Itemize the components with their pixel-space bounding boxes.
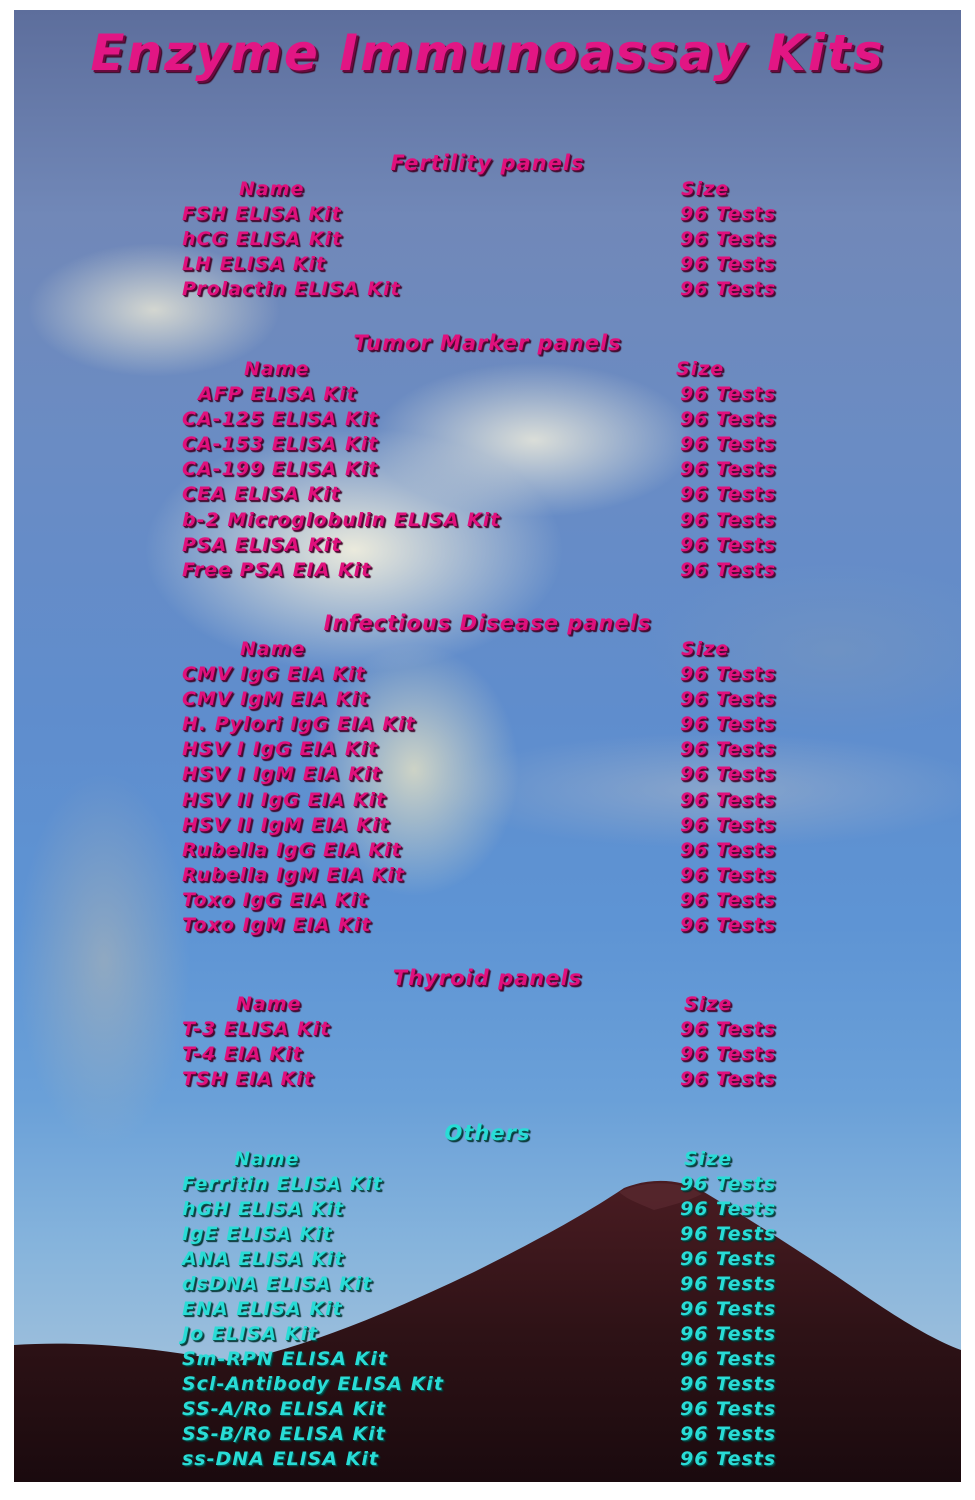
section-heading: Others xyxy=(444,1121,531,1145)
kit-name: Sm-RPN ELISA Kit xyxy=(182,1348,388,1370)
kit-name: HSV I IgG EIA Kit xyxy=(182,738,379,760)
kit-size: 96 Tests xyxy=(680,889,777,911)
size-column-header: Size xyxy=(681,638,730,660)
kit-name: Toxo IgM EIA Kit xyxy=(182,914,372,936)
kit-name: ANA ELISA Kit xyxy=(182,1248,345,1270)
kit-name: LH ELISA Kit xyxy=(182,253,327,275)
kit-name: CEA ELISA Kit xyxy=(182,483,341,505)
kit-name: CA-199 ELISA Kit xyxy=(182,458,379,480)
kit-size: 96 Tests xyxy=(680,203,777,225)
kit-size: 96 Tests xyxy=(680,864,777,886)
kit-name: dsDNA ELISA Kit xyxy=(182,1273,373,1295)
kit-size: 96 Tests xyxy=(680,814,777,836)
kit-name: CMV IgG EIA Kit xyxy=(182,663,366,685)
kit-name: IgE ELISA Kit xyxy=(182,1223,333,1245)
size-column-header: Size xyxy=(681,178,730,200)
size-column-header: Size xyxy=(684,1148,733,1170)
kit-size: 96 Tests xyxy=(680,433,777,455)
kit-name: Scl-Antibody ELISA Kit xyxy=(182,1373,444,1395)
kit-size: 96 Tests xyxy=(680,839,777,861)
kit-name: T-3 ELISA Kit xyxy=(182,1018,331,1040)
poster-title: Enzyme Immunoassay Kits xyxy=(90,24,885,82)
section-heading: Fertility panels xyxy=(390,151,585,175)
kit-size: 96 Tests xyxy=(680,1373,777,1395)
mountain-silhouette xyxy=(14,10,961,1482)
section-heading: Infectious Disease panels xyxy=(323,611,652,635)
kit-name: ENA ELISA Kit xyxy=(182,1298,343,1320)
kit-name: HSV II IgG EIA Kit xyxy=(182,789,387,811)
kit-size: 96 Tests xyxy=(680,1018,777,1040)
kit-name: CMV IgM EIA Kit xyxy=(182,688,370,710)
kit-name: CA-125 ELISA Kit xyxy=(182,408,379,430)
name-column-header: Name xyxy=(234,1148,300,1170)
kit-name: Rubella IgM EIA Kit xyxy=(182,864,405,886)
kit-name: ss-DNA ELISA Kit xyxy=(182,1448,379,1470)
kit-size: 96 Tests xyxy=(680,763,777,785)
kit-name: HSV II IgM EIA Kit xyxy=(182,814,390,836)
size-column-header: Size xyxy=(684,993,733,1015)
kit-name: b-2 Microglobulin ELISA Kit xyxy=(182,509,501,531)
kit-size: 96 Tests xyxy=(680,1173,777,1195)
name-column-header: Name xyxy=(244,358,310,380)
kit-size: 96 Tests xyxy=(680,713,777,735)
kit-size: 96 Tests xyxy=(680,1323,777,1345)
kit-name: PSA ELISA Kit xyxy=(182,534,342,556)
kit-size: 96 Tests xyxy=(680,688,777,710)
kit-name: T-4 EIA Kit xyxy=(182,1043,303,1065)
section-heading: Thyroid panels xyxy=(392,966,583,990)
kit-size: 96 Tests xyxy=(680,1423,777,1445)
name-column-header: Name xyxy=(239,178,305,200)
kit-name: AFP ELISA Kit xyxy=(198,383,357,405)
kit-name: hGH ELISA Kit xyxy=(182,1198,345,1220)
kit-size: 96 Tests xyxy=(680,228,777,250)
kit-size: 96 Tests xyxy=(680,1298,777,1320)
kit-size: 96 Tests xyxy=(680,509,777,531)
kit-size: 96 Tests xyxy=(680,559,777,581)
kit-name: HSV I IgM EIA Kit xyxy=(182,763,382,785)
kit-size: 96 Tests xyxy=(680,1348,777,1370)
kit-name: Prolactin ELISA Kit xyxy=(182,278,401,300)
kit-size: 96 Tests xyxy=(680,789,777,811)
kit-size: 96 Tests xyxy=(680,663,777,685)
name-column-header: Name xyxy=(240,638,306,660)
kit-size: 96 Tests xyxy=(680,383,777,405)
kit-size: 96 Tests xyxy=(680,1198,777,1220)
kit-size: 96 Tests xyxy=(680,408,777,430)
kit-size: 96 Tests xyxy=(680,1448,777,1470)
poster-background xyxy=(14,10,961,1482)
kit-size: 96 Tests xyxy=(680,738,777,760)
kit-name: Jo ELISA Kit xyxy=(182,1323,319,1345)
kit-size: 96 Tests xyxy=(680,483,777,505)
kit-name: Toxo IgG EIA Kit xyxy=(182,889,369,911)
kit-size: 96 Tests xyxy=(680,1273,777,1295)
kit-name: SS-B/Ro ELISA Kit xyxy=(182,1423,386,1445)
kit-size: 96 Tests xyxy=(680,1398,777,1420)
kit-name: CA-153 ELISA Kit xyxy=(182,433,379,455)
size-column-header: Size xyxy=(676,358,725,380)
kit-size: 96 Tests xyxy=(680,1043,777,1065)
kit-name: FSH ELISA Kit xyxy=(182,203,342,225)
kit-size: 96 Tests xyxy=(680,1248,777,1270)
kit-size: 96 Tests xyxy=(680,914,777,936)
kit-name: SS-A/Ro ELISA Kit xyxy=(182,1398,387,1420)
section-heading: Tumor Marker panels xyxy=(353,331,622,355)
kit-size: 96 Tests xyxy=(680,1068,777,1090)
kit-size: 96 Tests xyxy=(680,1223,777,1245)
kit-size: 96 Tests xyxy=(680,278,777,300)
kit-size: 96 Tests xyxy=(680,458,777,480)
kit-name: Ferritin ELISA Kit xyxy=(182,1173,383,1195)
kit-name: Rubella IgG EIA Kit xyxy=(182,839,402,861)
kit-name: H. Pylori IgG EIA Kit xyxy=(182,713,416,735)
kit-name: Free PSA EIA Kit xyxy=(182,559,372,581)
kit-size: 96 Tests xyxy=(680,253,777,275)
kit-name: TSH EIA Kit xyxy=(182,1068,314,1090)
kit-name: hCG ELISA Kit xyxy=(182,228,343,250)
name-column-header: Name xyxy=(236,993,302,1015)
kit-size: 96 Tests xyxy=(680,534,777,556)
